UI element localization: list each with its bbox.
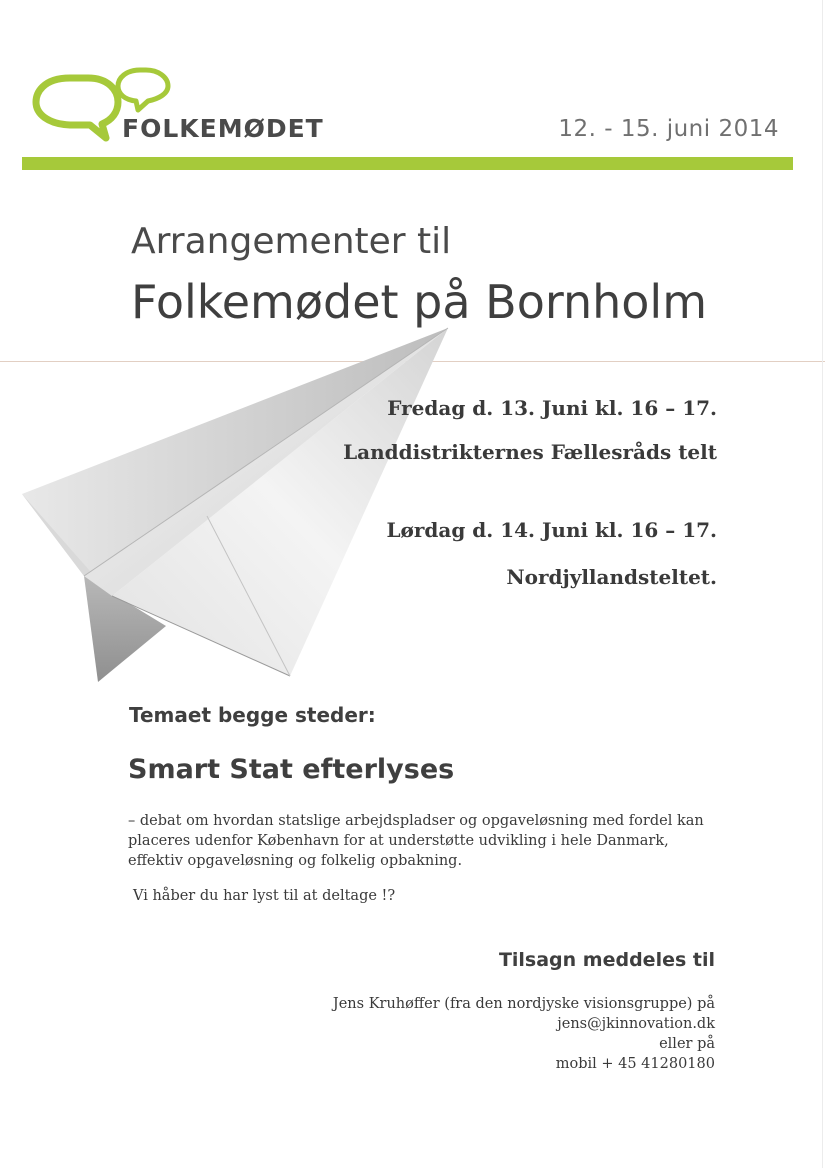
paper-plane-icon xyxy=(0,326,470,686)
closing-line: Vi håber du har lyst til at deltage !? xyxy=(133,888,396,904)
logo-wordmark: FOLKEMØDET xyxy=(122,114,324,143)
theme-subject: Smart Stat efterlyses xyxy=(128,754,455,785)
event-2-time: Lørdag d. 14. Juni kl. 16 – 17. xyxy=(386,518,717,542)
rsvp-contact xyxy=(333,994,715,1074)
event-2-location: Nordjyllandsteltet. xyxy=(506,565,717,589)
rsvp-heading: Tilsagn meddeles til xyxy=(498,949,715,971)
page-title: Folkemødet på Bornholm xyxy=(131,275,708,329)
rsvp-line-or: eller på xyxy=(659,1036,715,1052)
paper-edge xyxy=(822,0,823,1168)
event-1-location: Landdistrikternes Fællesråds telt xyxy=(343,440,717,464)
theme-description: – debat om hvordan statslige arbejdspladser og opgaveløsning med fordel kan placeres udenfor København for at understøtte udvikling i hele Danmark, effektiv opgaveløsning og folkelig opbakning. xyxy=(128,813,704,869)
event-dates: 12. - 15. juni 2014 xyxy=(558,116,779,142)
page-subtitle: Arrangementer til xyxy=(131,221,452,262)
theme-label: Temaet begge steder: xyxy=(129,703,376,727)
rsvp-line-name: Jens Kruhøffer (fra den nordjyske visionsgruppe) på xyxy=(332,996,715,1012)
rsvp-line-phone: mobil + 45 41280180 xyxy=(555,1056,715,1072)
header-divider xyxy=(22,157,793,170)
event-1-time: Fredag d. 13. Juni kl. 16 – 17. xyxy=(387,396,717,420)
rsvp-line-email: jens@jkinnovation.dk xyxy=(557,1016,715,1032)
